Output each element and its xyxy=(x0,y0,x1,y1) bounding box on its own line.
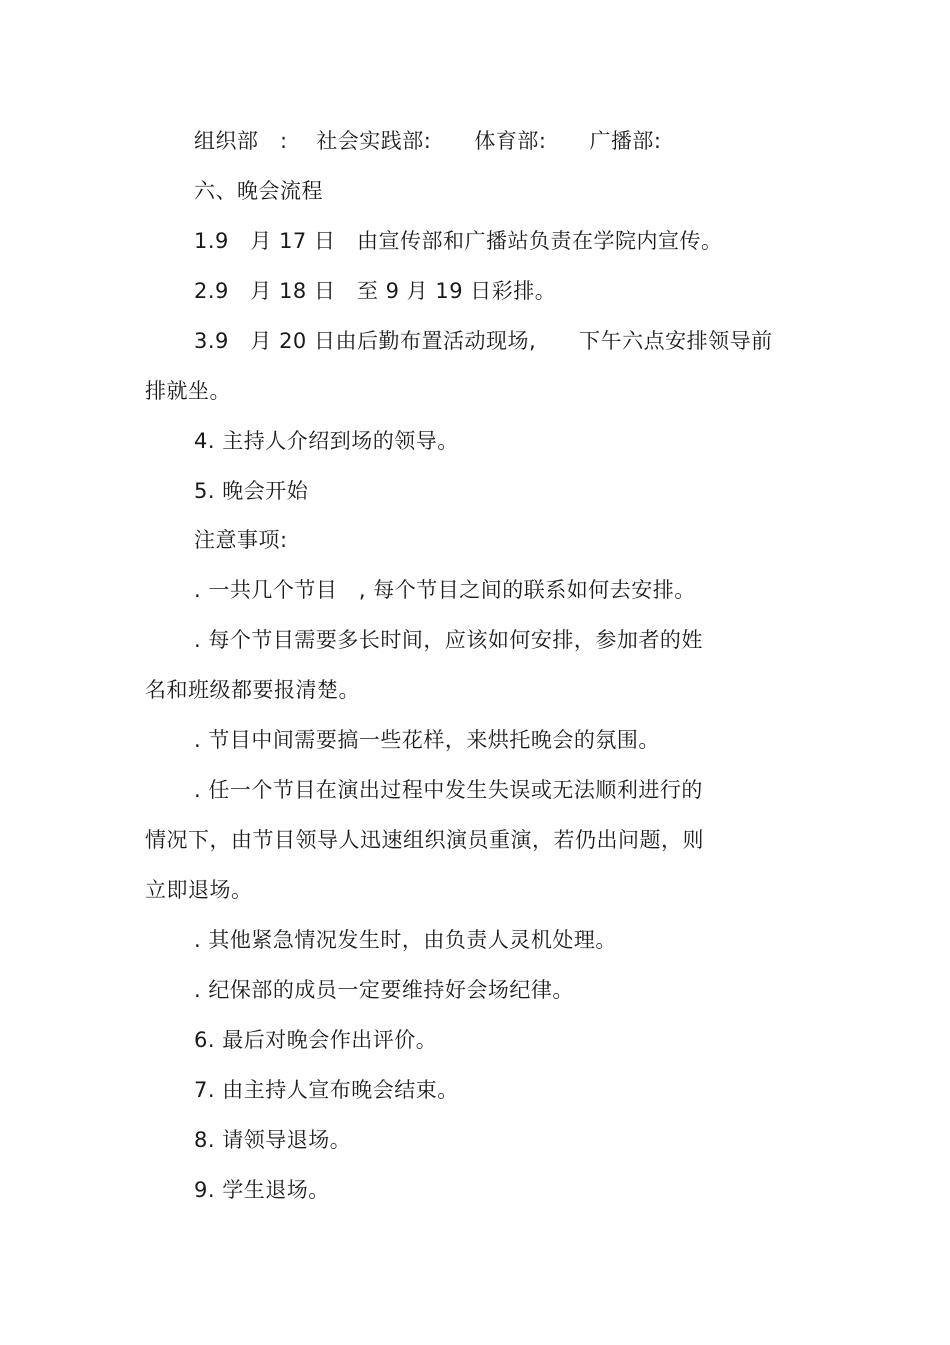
step-5: 5. 晚会开始 xyxy=(194,479,309,503)
step-3: 3.9 月 20 日由后勤布置活动现场, 下午六点安排领导前 xyxy=(194,329,773,353)
note-2: . 每个节目需要多长时间，应该如何安排，参加者的姓 xyxy=(194,628,703,652)
departments-line: 组织部 : 社会实践部: 体育部: 广播部: xyxy=(194,129,662,153)
step-2: 2.9 月 18 日 至 9 月 19 日彩排。 xyxy=(194,279,557,303)
note-4-continued-2: 立即退场。 xyxy=(145,878,253,902)
step-6: 6. 最后对晚会作出评价。 xyxy=(194,1028,438,1052)
step-4: 4. 主持人介绍到场的领导。 xyxy=(194,429,459,453)
note-3: . 节目中间需要搞一些花样，来烘托晚会的氛围。 xyxy=(194,728,660,752)
notes-heading: 注意事项: xyxy=(194,528,288,552)
step-9: 9. 学生退场。 xyxy=(194,1178,330,1202)
step-3-continued: 排就坐。 xyxy=(145,379,231,403)
note-1: . 一共几个节目 , 每个节目之间的联系如何去安排。 xyxy=(194,578,696,602)
section-heading: 六、晚会流程 xyxy=(194,179,323,203)
step-1: 1.9 月 17 日 由宣传部和广播站负责在学院内宣传。 xyxy=(194,229,723,253)
note-5: . 其他紧急情况发生时，由负责人灵机处理。 xyxy=(194,928,617,952)
step-8: 8. 请领导退场。 xyxy=(194,1128,352,1152)
note-2-continued: 名和班级都要报清楚。 xyxy=(145,678,360,702)
step-7: 7. 由主持人宣布晚会结束。 xyxy=(194,1078,459,1102)
note-4-continued: 情况下，由节目领导人迅速组织演员重演，若仍出问题，则 xyxy=(145,828,704,852)
note-6: . 纪保部的成员一定要维持好会场纪律。 xyxy=(194,978,574,1002)
note-4: . 任一个节目在演出过程中发生失误或无法顺利进行的 xyxy=(194,778,703,802)
